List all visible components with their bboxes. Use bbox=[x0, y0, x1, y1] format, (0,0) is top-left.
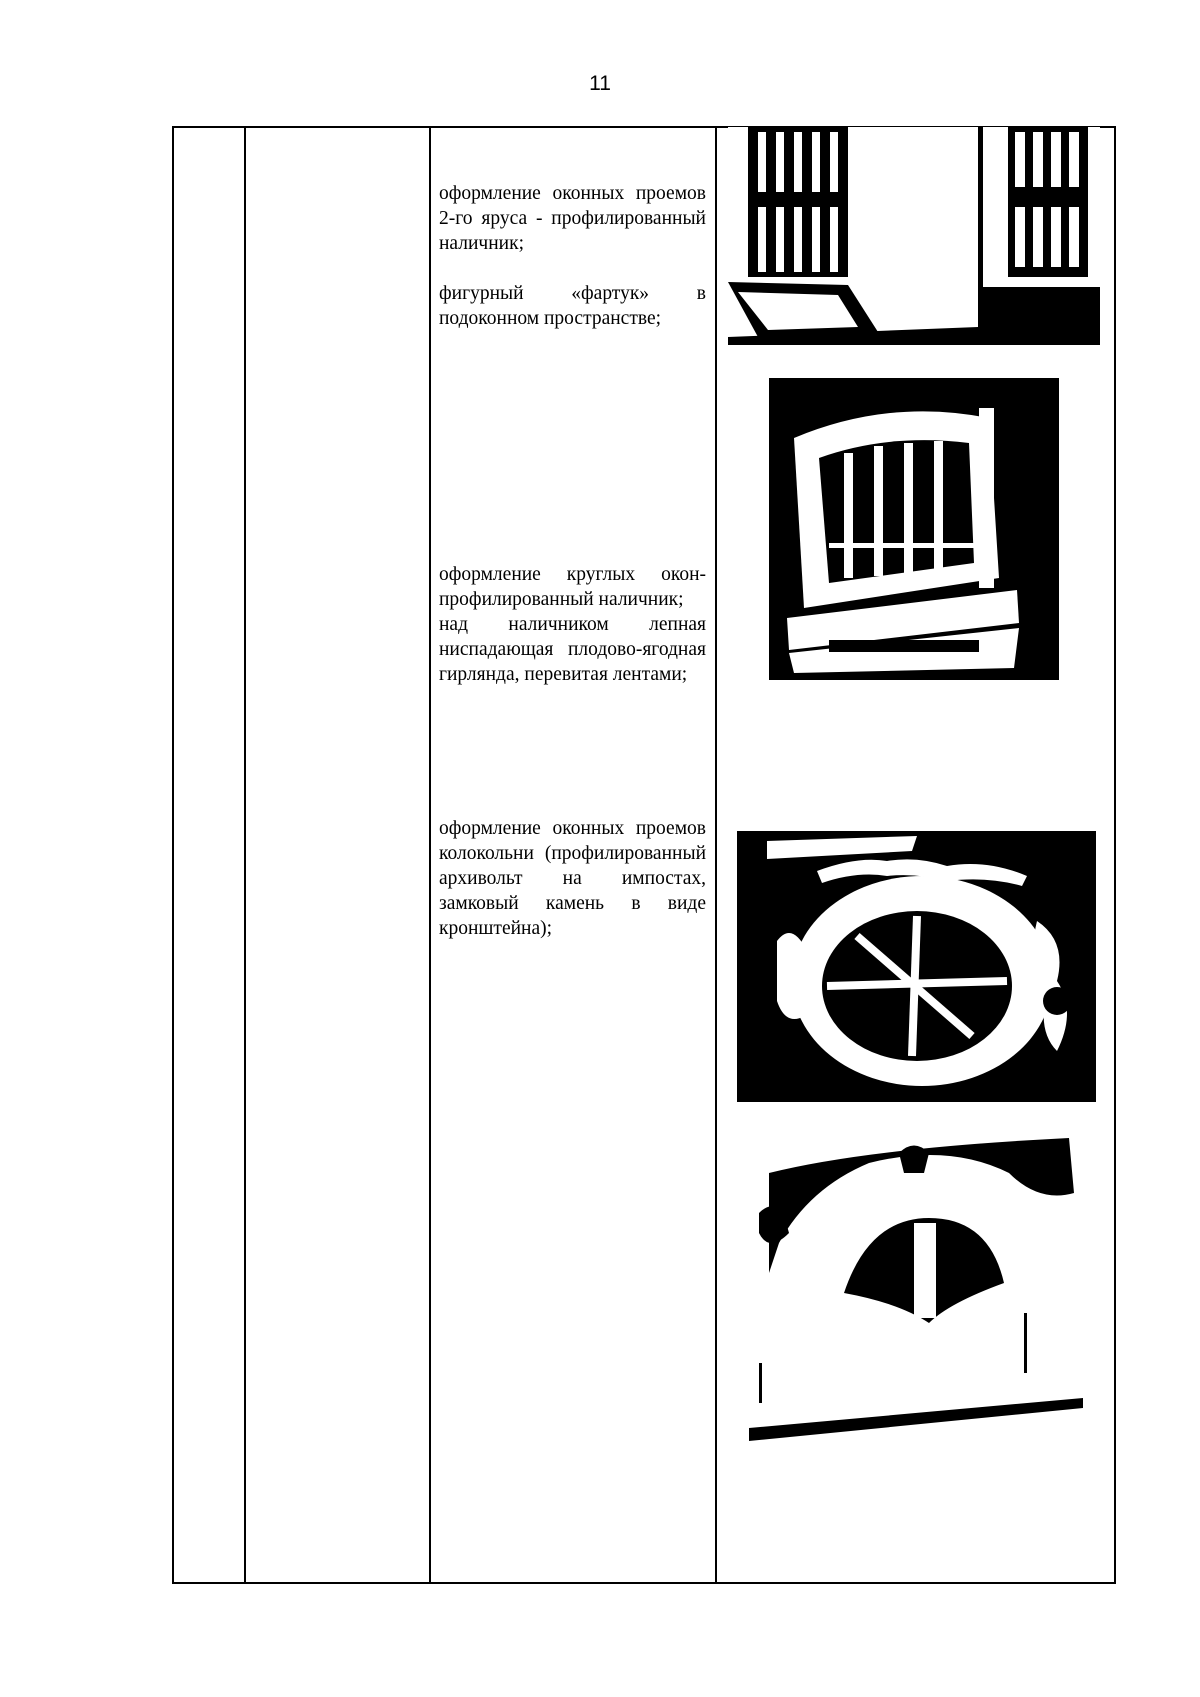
column-divider-2 bbox=[429, 128, 431, 1582]
column-divider-1 bbox=[244, 128, 246, 1582]
photo-windows-second-tier bbox=[728, 127, 1100, 345]
photo-round-window bbox=[737, 831, 1096, 1102]
photo-bell-tower-window bbox=[749, 1133, 1083, 1448]
column-divider-3 bbox=[715, 128, 717, 1582]
description-text: над наличником лепная ниспадающая плодово-ягодная гирлянда, перевитая лентами; bbox=[439, 614, 706, 685]
description-windows-second-tier bbox=[439, 181, 706, 331]
description-bell-tower-windows bbox=[439, 816, 706, 941]
description-text: оформление круглых окон- профилированный наличник; bbox=[439, 564, 706, 610]
page-number: 11 bbox=[589, 72, 611, 95]
description-text: оформление оконных проемов 2-го яруса - профилированный наличник; bbox=[439, 183, 706, 254]
description-round-windows bbox=[439, 562, 706, 687]
description-text: фигурный «фартук» в подоконном пространстве; bbox=[439, 283, 706, 329]
description-text: оформление оконных проемов колокольни (профилированный архивольт на импостах, замковый камень в виде кронштейна); bbox=[439, 818, 706, 939]
photo-arched-window bbox=[769, 378, 1059, 680]
